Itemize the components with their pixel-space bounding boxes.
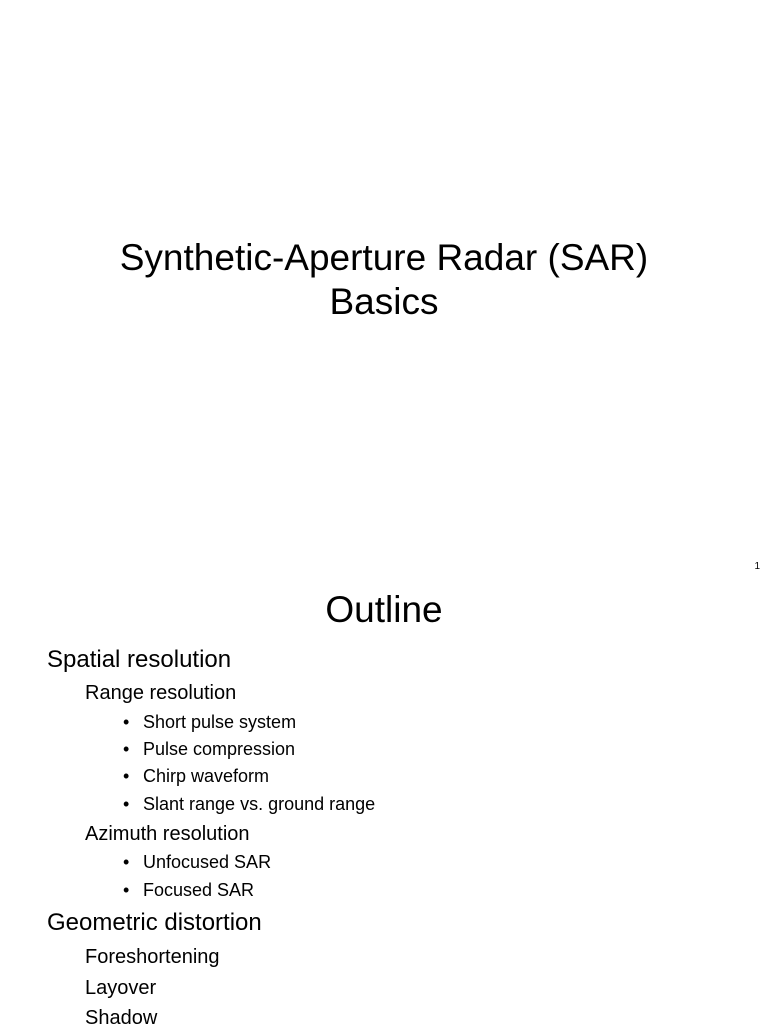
outline-subsection-range-resolution: Range resolution bbox=[85, 682, 237, 704]
bullet-glyph: • bbox=[123, 766, 130, 786]
bullet-glyph: • bbox=[123, 794, 130, 814]
bullet-glyph: • bbox=[123, 852, 130, 872]
outline-item bbox=[123, 793, 375, 815]
outline-item-label: Focused SAR bbox=[143, 880, 255, 900]
outline-item-label: Pulse compression bbox=[143, 739, 296, 759]
bullet-glyph: • bbox=[123, 739, 130, 759]
outline-section-geometric-distortion: Geometric distortion bbox=[47, 909, 262, 936]
outline-item bbox=[123, 711, 296, 733]
outline-subsection-shadow: Shadow bbox=[85, 1007, 158, 1024]
outline-item bbox=[123, 765, 269, 787]
outline-item-label: Chirp waveform bbox=[143, 766, 270, 786]
outline-item-label: Unfocused SAR bbox=[143, 852, 272, 872]
page-number: 1 bbox=[754, 561, 760, 572]
outline-subsection-foreshortening: Foreshortening bbox=[85, 946, 220, 968]
bullet-glyph: • bbox=[123, 880, 130, 900]
outline-subsection-layover: Layover bbox=[85, 977, 157, 999]
slide-title-line-2: Basics bbox=[329, 281, 439, 322]
outline-item-label: Short pulse system bbox=[143, 712, 297, 732]
outline-item-label: Slant range vs. ground range bbox=[143, 794, 376, 814]
outline-section-spatial-resolution: Spatial resolution bbox=[47, 646, 232, 673]
outline-subsection-azimuth-resolution: Azimuth resolution bbox=[85, 823, 250, 845]
slide-title-line-1: Synthetic-Aperture Radar (SAR) bbox=[119, 237, 649, 278]
outline-title: Outline bbox=[325, 589, 443, 630]
outline-item bbox=[123, 851, 271, 873]
outline-item bbox=[123, 738, 295, 760]
outline-slide bbox=[0, 580, 768, 1024]
bullet-glyph: • bbox=[123, 712, 130, 732]
outline-item bbox=[123, 879, 254, 901]
